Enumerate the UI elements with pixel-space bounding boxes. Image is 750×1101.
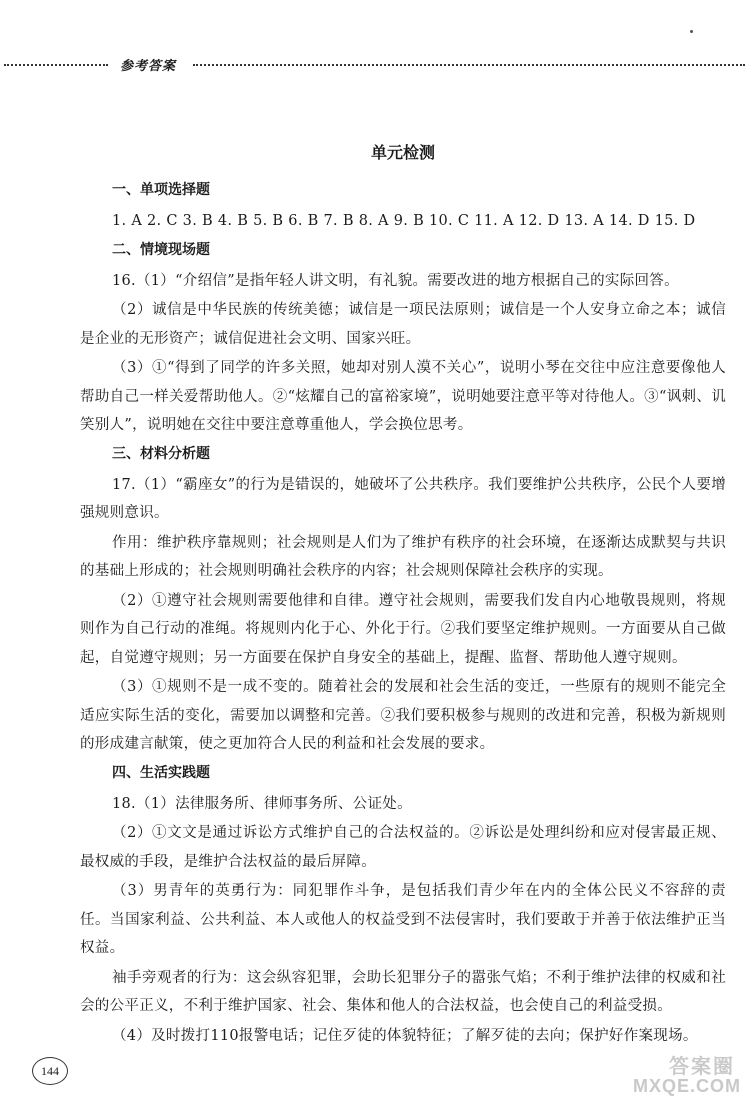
watermark-text-top: 答案圈 <box>669 1056 735 1078</box>
section-heading: 四、生活实践题 <box>112 764 210 781</box>
answer-paragraph: （3）①规则不是一成不变的。随着社会的发展和社会生活的变迁，一些原有的规则不能完全适应实际生活的变化，需要加以调整和完善。②我们要积极参与规则的改进和完善，积极为新规则的形成建言献策，使之更加符合人民的利益和社会发展的要求。 <box>80 679 726 752</box>
answer-paragraph: （3）男青年的英勇行为：同犯罪作斗争，是包括我们青少年在内的全体公民义不容辞的责任。当国家利益、公共利益、本人或他人的权益受到不法侵害时，我们要敢于并善于依法维护正当权益。 <box>80 883 726 956</box>
answer-paragraph: （2）诚信是中华民族的传统美德；诚信是一项民法原则；诚信是一个人安身立命之本；诚信是企业的无形资产；诚信促进社会文明、国家兴旺。 <box>80 302 726 347</box>
answer-paragraph: 袖手旁观者的行为：这会纵容犯罪，会助长犯罪分子的嚣张气焰；不利于维护法律的权威和社会的公平正义，不利于维护国家、社会、集体和他人的合法权益，也会使自己的利益受损。 <box>80 969 726 1014</box>
section-heading: 三、材料分析题 <box>112 445 210 462</box>
header-rule-right <box>193 64 745 66</box>
answer-paragraph: （4）及时拨打110报警电话；记住歹徒的体貌特征；了解歹徒的去向；保护好作案现场。 <box>112 1027 698 1044</box>
section-heading: 二、情境现场题 <box>112 241 210 258</box>
section-life-practice <box>80 760 726 1051</box>
section-material-analysis <box>80 441 726 759</box>
answer-paragraph: 1. A 2. C 3. B 4. B 5. B 6. B 7. B 8. A 9. B 10. C 11. A 12. D 13. A 14. D 15. D <box>112 213 696 229</box>
scan-mark <box>690 30 693 33</box>
answer-paragraph: （2）①遵守社会规则需要他律和自律。遵守社会规则，需要我们发自内心地敬畏规则，将规则作为自己行动的准绳。将规则内化于心、外化于行。②我们要坚定维护规则。一方面要从自己做起，自觉遵守规则；另一方面要在保护自身安全的基础上，提醒、监督、帮助他人遵守规则。 <box>80 592 726 666</box>
answer-paragraph: 作用：维护秩序靠规则；社会规则是人们为了维护有秩序的社会环境，在逐渐达成默契与共识的基础上形成的；社会规则明确社会秩序的内容；社会规则保障社会秩序的实现。 <box>80 534 726 579</box>
page-number: 144 <box>32 1057 68 1085</box>
answer-paragraph: （3）①“得到了同学的许多关照，她却对别人漠不关心”，说明小琴在交往中应注意要像他人帮助自己一样关爱帮助他人。②“炫耀自己的富裕家境”，说明她要注意平等对待他人。③“讽刺、讥笑别人”，说明她在交往中要注意尊重他人，学会换位思考。 <box>80 360 726 433</box>
answer-paragraph: 16.（1）“介绍信”是指年轻人讲文明，有礼貌。需要改进的地方根据自己的实际回答。 <box>112 272 679 289</box>
section-single-choice <box>80 177 726 236</box>
header-label: 参考答案 <box>120 59 177 74</box>
running-header <box>0 55 750 75</box>
answer-paragraph: （2）①文文是通过诉讼方式维护自己的合法权益的。②诉讼是处理纠纷和应对侵害最正规、最权威的手段，是维护合法权益的最后屏障。 <box>80 825 726 870</box>
answer-paragraph: 17.（1）“霸座女”的行为是错误的，她破坏了公共秩序。我们要维护公共秩序，公民个人要增强规则意识。 <box>80 476 726 521</box>
answer-content <box>80 140 726 1051</box>
watermark-text-bottom: MXQE.COM <box>632 1076 741 1096</box>
section-heading: 一、单项选择题 <box>112 182 210 198</box>
header-rule-left <box>4 64 108 66</box>
page-title: 单元检测 <box>370 143 435 162</box>
watermark-logo <box>605 1050 745 1100</box>
answer-paragraph: 18.（1）法律服务所、律师事务所、公证处。 <box>112 795 412 812</box>
section-scenario <box>80 237 726 440</box>
